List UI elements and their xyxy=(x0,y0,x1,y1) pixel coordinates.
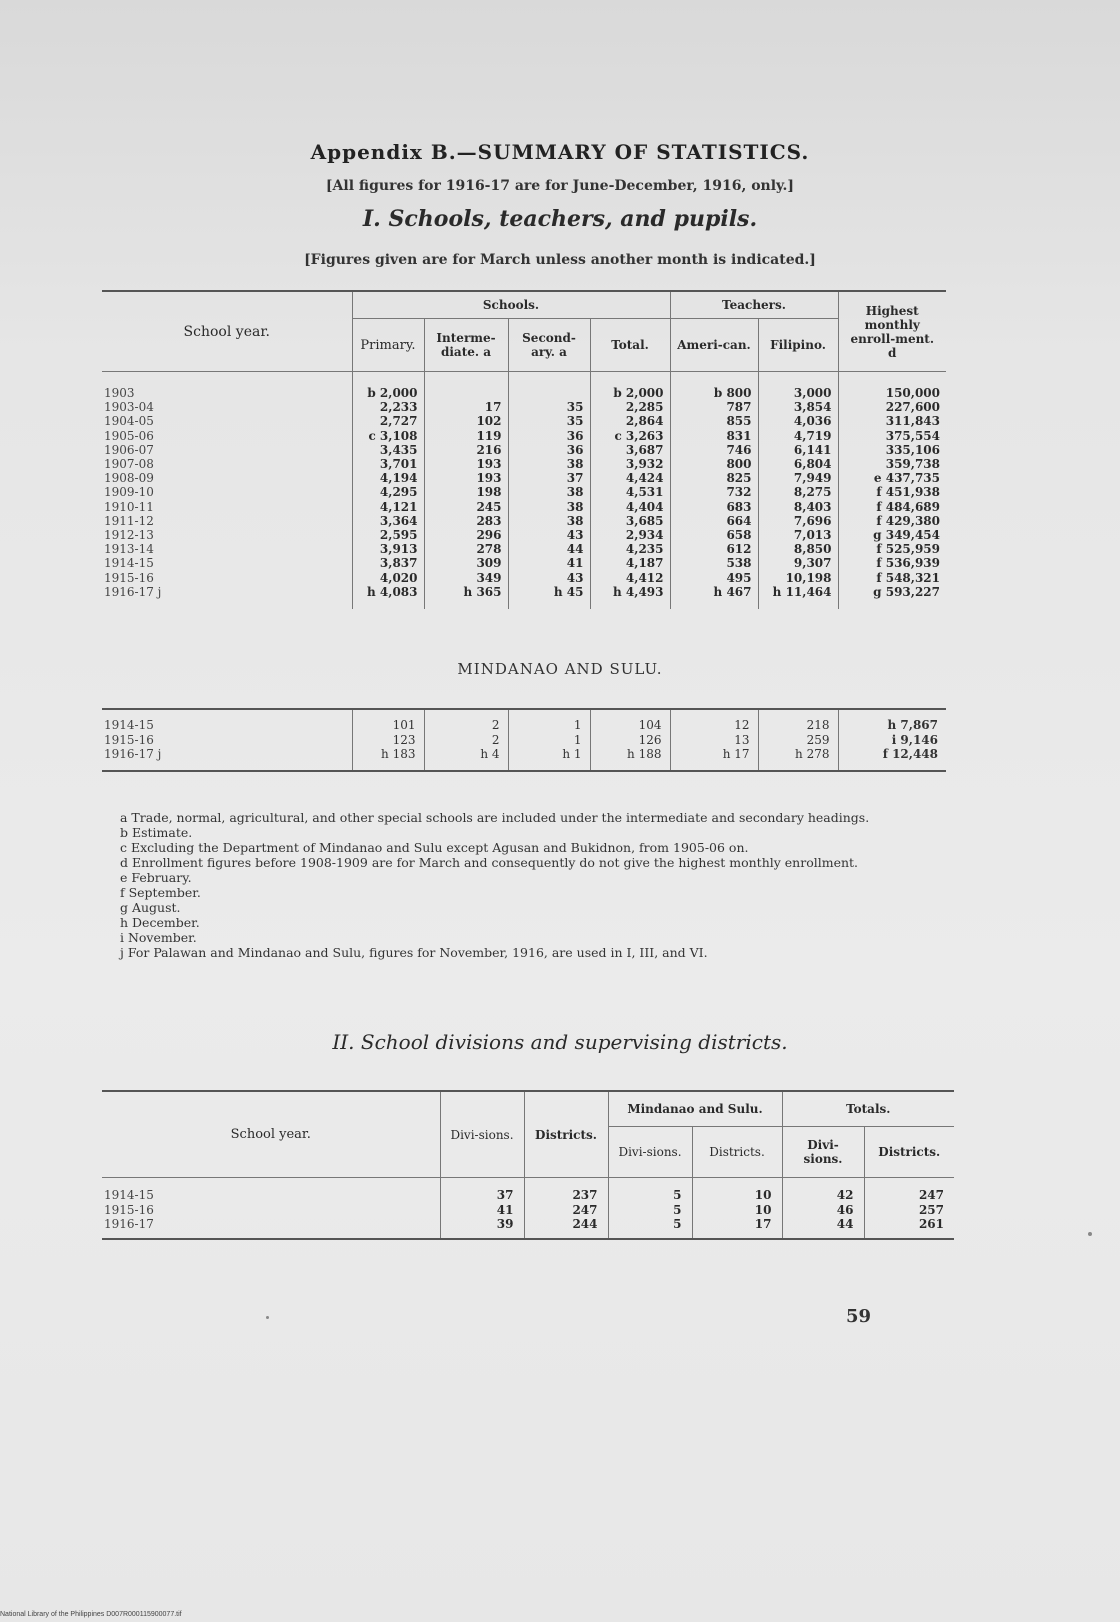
cell-enroll: f 525,959 xyxy=(876,542,940,557)
cell-c6: h 278 xyxy=(758,747,838,771)
footnote-a: a Trade, normal, agricultural, and other special schools are included under the intermediate and secondary headings. xyxy=(120,810,870,825)
cell-amer: 746 xyxy=(670,443,758,457)
cell-year: 1916-17 j xyxy=(102,747,352,771)
cell-c7: h 7,867 xyxy=(887,718,938,732)
cell-total: 4,187 xyxy=(590,556,670,570)
t3-header-school-year: School year. xyxy=(102,1091,440,1178)
cell-fil: 3,000 xyxy=(758,372,838,401)
cell-amer: 831 xyxy=(670,429,758,443)
cell-inter: 216 xyxy=(424,443,508,457)
footnote-c: c Excluding the Department of Mindanao and Sulu except Agusan and Bukidnon, from 1905-06 on. xyxy=(120,840,749,855)
t3-header-totals: Totals. xyxy=(782,1091,954,1127)
section-1-text: I. Schools, teachers, and pupils. xyxy=(362,206,758,232)
cell-t_dist: 257 xyxy=(918,1202,944,1217)
cell-year: 1908-09 xyxy=(102,471,352,485)
t3-header-t-divisions: Divi-sions. xyxy=(782,1127,864,1178)
mindanao-table-body xyxy=(102,709,946,771)
cell-total: h 4,493 xyxy=(590,585,670,609)
footnote-f: f September. xyxy=(120,885,201,900)
school-divisions-table xyxy=(102,1090,954,1240)
table-row xyxy=(102,372,946,401)
table-row xyxy=(102,733,946,748)
cell-c1: h 183 xyxy=(352,747,424,771)
cell-c6: 259 xyxy=(758,733,838,748)
cell-year: 1912-13 xyxy=(102,528,352,542)
cell-year: 1904-05 xyxy=(102,414,352,428)
table-row xyxy=(102,457,946,471)
cell-t_dist: 261 xyxy=(918,1217,944,1231)
schools-teachers-pupils-table xyxy=(102,290,946,609)
cell-second: 36 xyxy=(508,443,590,457)
table-row xyxy=(102,1178,954,1203)
table-row xyxy=(102,429,946,443)
cell-fil: 10,198 xyxy=(758,571,838,585)
cell-fil: 9,307 xyxy=(758,556,838,570)
cell-primary: c 3,108 xyxy=(352,429,424,443)
cell-primary: 3,701 xyxy=(352,457,424,471)
cell-t_dist: 247 xyxy=(918,1188,944,1202)
cell-fil: 8,275 xyxy=(758,485,838,499)
scan-speck xyxy=(1088,1232,1092,1236)
footnote-g: g August. xyxy=(120,900,181,915)
cell-year: 1916-17 j xyxy=(102,585,352,609)
header-highest-enrollment: Highest monthly enroll-ment. d xyxy=(850,303,935,360)
header-intermediate: Interme-diate. a xyxy=(424,319,508,372)
cell-primary: 2,233 xyxy=(352,400,424,414)
cell-amer: 732 xyxy=(670,485,758,499)
cell-inter: 17 xyxy=(424,400,508,414)
cell-c4: h 188 xyxy=(590,747,670,771)
table-row xyxy=(102,1203,954,1218)
cell-year: 1915-16 xyxy=(102,733,352,748)
cell-fil: 8,850 xyxy=(758,542,838,556)
cell-total: 4,235 xyxy=(590,542,670,556)
cell-enroll: 311,843 xyxy=(885,414,940,429)
header-primary: Primary. xyxy=(352,319,424,372)
cell-year: 1903 xyxy=(102,372,352,401)
table-row xyxy=(102,500,946,514)
cell-div: 39 xyxy=(440,1217,524,1239)
cell-year: 1903-04 xyxy=(102,400,352,414)
cell-dist: 244 xyxy=(524,1217,608,1239)
header-filipino: Filipino. xyxy=(758,319,838,372)
section-2-text: II. School divisions and supervising districts. xyxy=(332,1030,788,1054)
cell-year: 1905-06 xyxy=(102,429,352,443)
footnote-j: j For Palawan and Mindanao and Sulu, figures for November, 1916, are used in I, III, and VI. xyxy=(120,945,708,960)
t3-header-m-districts: Districts. xyxy=(692,1127,782,1178)
cell-primary: b 2,000 xyxy=(352,372,424,401)
cell-total: 3,685 xyxy=(590,514,670,528)
divisions-table-body xyxy=(102,1178,954,1239)
table-row xyxy=(102,514,946,528)
cell-year: 1915-16 xyxy=(102,571,352,585)
t3-header-m-divisions: Divi-sions. xyxy=(608,1127,692,1178)
cell-amer: 683 xyxy=(670,500,758,514)
header-teachers: Teachers. xyxy=(670,291,838,319)
cell-enroll: f 484,689 xyxy=(876,499,940,514)
note-figures-given: [Figures given are for March unless another month is indicated.] xyxy=(304,252,816,268)
cell-primary: 3,837 xyxy=(352,556,424,570)
header-school-year: School year. xyxy=(102,291,352,372)
note-all-figures: [All figures for 1916-17 are for June-December, 1916, only.] xyxy=(325,178,795,194)
cell-second: 38 xyxy=(508,485,590,499)
cell-inter: 283 xyxy=(424,514,508,528)
cell-amer: b 800 xyxy=(670,372,758,401)
cell-c2: 2 xyxy=(424,709,508,733)
cell-enroll: 227,600 xyxy=(885,400,940,415)
header-total: Total. xyxy=(590,319,670,372)
cell-c4: 104 xyxy=(590,709,670,733)
cell-enroll: 150,000 xyxy=(885,386,940,400)
cell-c2: 2 xyxy=(424,733,508,748)
header-schools: Schools. xyxy=(352,291,670,319)
cell-primary: 3,913 xyxy=(352,542,424,556)
cell-primary: 4,295 xyxy=(352,485,424,499)
table-row xyxy=(102,709,946,733)
cell-second: 38 xyxy=(508,500,590,514)
cell-second: 35 xyxy=(508,414,590,428)
cell-fil: 4,036 xyxy=(758,414,838,428)
cell-total: 4,424 xyxy=(590,471,670,485)
cell-c6: 218 xyxy=(758,709,838,733)
cell-second: 35 xyxy=(508,400,590,414)
cell-second: 43 xyxy=(508,528,590,542)
cell-second: 41 xyxy=(508,556,590,570)
cell-c4: 126 xyxy=(590,733,670,748)
cell-fil: 3,854 xyxy=(758,400,838,414)
mindanao-sulu-table xyxy=(102,708,946,772)
cell-year: 1910-11 xyxy=(102,500,352,514)
table-row xyxy=(102,443,946,457)
cell-fil: 8,403 xyxy=(758,500,838,514)
cell-inter: 193 xyxy=(424,457,508,471)
cell-primary: h 4,083 xyxy=(352,585,424,609)
mindanao-sulu-heading: MINDANAO AND SULU. xyxy=(457,660,663,678)
cell-t_div: 44 xyxy=(782,1217,864,1239)
cell-year: 1916-17 xyxy=(102,1217,440,1239)
table-row xyxy=(102,1217,954,1239)
cell-year: 1914-15 xyxy=(102,709,352,733)
table-row xyxy=(102,747,946,771)
cell-total: 4,531 xyxy=(590,485,670,499)
cell-m_dist: 17 xyxy=(692,1217,782,1239)
cell-fil: 7,949 xyxy=(758,471,838,485)
cell-enroll: 375,554 xyxy=(885,428,940,443)
cell-primary: 2,595 xyxy=(352,528,424,542)
cell-c5: 12 xyxy=(670,709,758,733)
page-number: 59 xyxy=(846,1306,872,1327)
cell-inter: 102 xyxy=(424,414,508,428)
cell-inter: 193 xyxy=(424,471,508,485)
cell-total: 4,412 xyxy=(590,571,670,585)
cell-second: 38 xyxy=(508,457,590,471)
cell-amer: 664 xyxy=(670,514,758,528)
cell-fil: 6,141 xyxy=(758,443,838,457)
cell-div: 41 xyxy=(440,1203,524,1218)
cell-total: 4,404 xyxy=(590,500,670,514)
cell-enroll: 359,738 xyxy=(885,457,940,472)
appendix-title: Appendix B.—SUMMARY OF STATISTICS. xyxy=(310,140,810,164)
cell-total: c 3,263 xyxy=(590,429,670,443)
cell-primary: 3,364 xyxy=(352,514,424,528)
cell-total: 2,864 xyxy=(590,414,670,428)
t3-header-mindanao: Mindanao and Sulu. xyxy=(608,1091,782,1127)
cell-primary: 2,727 xyxy=(352,414,424,428)
table-row xyxy=(102,471,946,485)
footnote-d: d Enrollment figures before 1908-1909 are for March and consequently do not give the highest monthly enrollment. xyxy=(120,855,859,870)
cell-amer: h 467 xyxy=(670,585,758,609)
footnote-e: e February. xyxy=(120,870,192,885)
cell-total: b 2,000 xyxy=(590,372,670,401)
table-row xyxy=(102,556,946,570)
cell-inter: 119 xyxy=(424,429,508,443)
cell-c7: f 12,448 xyxy=(882,747,938,761)
cell-inter: 296 xyxy=(424,528,508,542)
cell-year: 1914-15 xyxy=(102,1178,440,1203)
cell-inter: 278 xyxy=(424,542,508,556)
cell-inter: 198 xyxy=(424,485,508,499)
table-row xyxy=(102,571,946,585)
cell-primary: 3,435 xyxy=(352,443,424,457)
cell-c3: 1 xyxy=(508,733,590,748)
cell-enroll: f 548,321 xyxy=(876,570,940,585)
cell-amer: 855 xyxy=(670,414,758,428)
header-secondary: Second-ary. a xyxy=(508,319,590,372)
cell-second: 38 xyxy=(508,514,590,528)
cell-c5: 13 xyxy=(670,733,758,748)
cell-total: 2,934 xyxy=(590,528,670,542)
cell-second xyxy=(508,372,590,401)
table-row xyxy=(102,585,946,609)
cell-year: 1907-08 xyxy=(102,457,352,471)
table-row xyxy=(102,414,946,428)
cell-inter: h 365 xyxy=(424,585,508,609)
cell-t_div: 42 xyxy=(782,1178,864,1203)
cell-year: 1915-16 xyxy=(102,1203,440,1218)
cell-m_div: 5 xyxy=(608,1178,692,1203)
cell-c2: h 4 xyxy=(424,747,508,771)
cell-year: 1911-12 xyxy=(102,514,352,528)
cell-amer: 538 xyxy=(670,556,758,570)
section-1-heading xyxy=(0,206,1120,232)
cell-fil: 7,696 xyxy=(758,514,838,528)
table-row xyxy=(102,400,946,414)
cell-second: 44 xyxy=(508,542,590,556)
cell-dist: 247 xyxy=(524,1203,608,1218)
scan-speck xyxy=(266,1316,269,1319)
cell-enroll: e 437,735 xyxy=(873,471,940,486)
cell-c3: h 1 xyxy=(508,747,590,771)
cell-c1: 123 xyxy=(352,733,424,748)
cell-m_div: 5 xyxy=(608,1203,692,1218)
cell-div: 37 xyxy=(440,1178,524,1203)
t3-header-t-districts: Districts. xyxy=(878,1145,941,1159)
cell-amer: 825 xyxy=(670,471,758,485)
cell-fil: 4,719 xyxy=(758,429,838,443)
cell-year: 1914-15 xyxy=(102,556,352,570)
cell-fil: h 11,464 xyxy=(758,585,838,609)
cell-year: 1909-10 xyxy=(102,485,352,499)
cell-c5: h 17 xyxy=(670,747,758,771)
cell-year: 1913-14 xyxy=(102,542,352,556)
cell-second: 36 xyxy=(508,429,590,443)
cell-t_div: 46 xyxy=(782,1203,864,1218)
header-american: Ameri-can. xyxy=(670,319,758,372)
cell-total: 3,932 xyxy=(590,457,670,471)
cell-fil: 7,013 xyxy=(758,528,838,542)
schools-table-body xyxy=(102,372,946,610)
cell-primary: 4,121 xyxy=(352,500,424,514)
archive-footer: National Library of the Philippines D007R000115900077.tif xyxy=(0,1611,182,1618)
cell-c7: i 9,146 xyxy=(891,732,938,747)
footnote-h: h December. xyxy=(120,915,200,930)
cell-inter: 309 xyxy=(424,556,508,570)
cell-dist: 237 xyxy=(524,1178,608,1203)
cell-enroll: g 349,454 xyxy=(873,528,940,543)
cell-c3: 1 xyxy=(508,709,590,733)
cell-m_dist: 10 xyxy=(692,1203,782,1218)
cell-amer: 658 xyxy=(670,528,758,542)
cell-c1: 101 xyxy=(352,709,424,733)
cell-total: 3,687 xyxy=(590,443,670,457)
cell-amer: 800 xyxy=(670,457,758,471)
cell-primary: 4,020 xyxy=(352,571,424,585)
cell-enroll: f 536,939 xyxy=(876,556,940,571)
footnote-i: i November. xyxy=(120,930,197,945)
cell-amer: 787 xyxy=(670,400,758,414)
table-row xyxy=(102,485,946,499)
footnotes xyxy=(102,810,942,960)
cell-enroll: f 451,938 xyxy=(876,485,940,500)
cell-year: 1906-07 xyxy=(102,443,352,457)
cell-amer: 612 xyxy=(670,542,758,556)
cell-m_dist: 10 xyxy=(692,1178,782,1203)
cell-second: 43 xyxy=(508,571,590,585)
cell-enroll: 335,106 xyxy=(885,442,940,457)
section-2-heading xyxy=(0,1030,1120,1054)
t3-header-divisions: Divi-sions. xyxy=(440,1091,524,1178)
cell-primary: 4,194 xyxy=(352,471,424,485)
cell-enroll: f 429,380 xyxy=(876,513,940,528)
cell-inter: 349 xyxy=(424,571,508,585)
cell-m_div: 5 xyxy=(608,1217,692,1239)
cell-inter xyxy=(424,372,508,401)
cell-inter: 245 xyxy=(424,500,508,514)
cell-enroll: g 593,227 xyxy=(873,584,940,599)
t3-header-districts: Districts. xyxy=(524,1091,608,1178)
cell-fil: 6,804 xyxy=(758,457,838,471)
footnote-b: b Estimate. xyxy=(120,825,193,840)
cell-total: 2,285 xyxy=(590,400,670,414)
cell-second: h 45 xyxy=(508,585,590,609)
cell-second: 37 xyxy=(508,471,590,485)
table-row xyxy=(102,542,946,556)
cell-amer: 495 xyxy=(670,571,758,585)
table-row xyxy=(102,528,946,542)
